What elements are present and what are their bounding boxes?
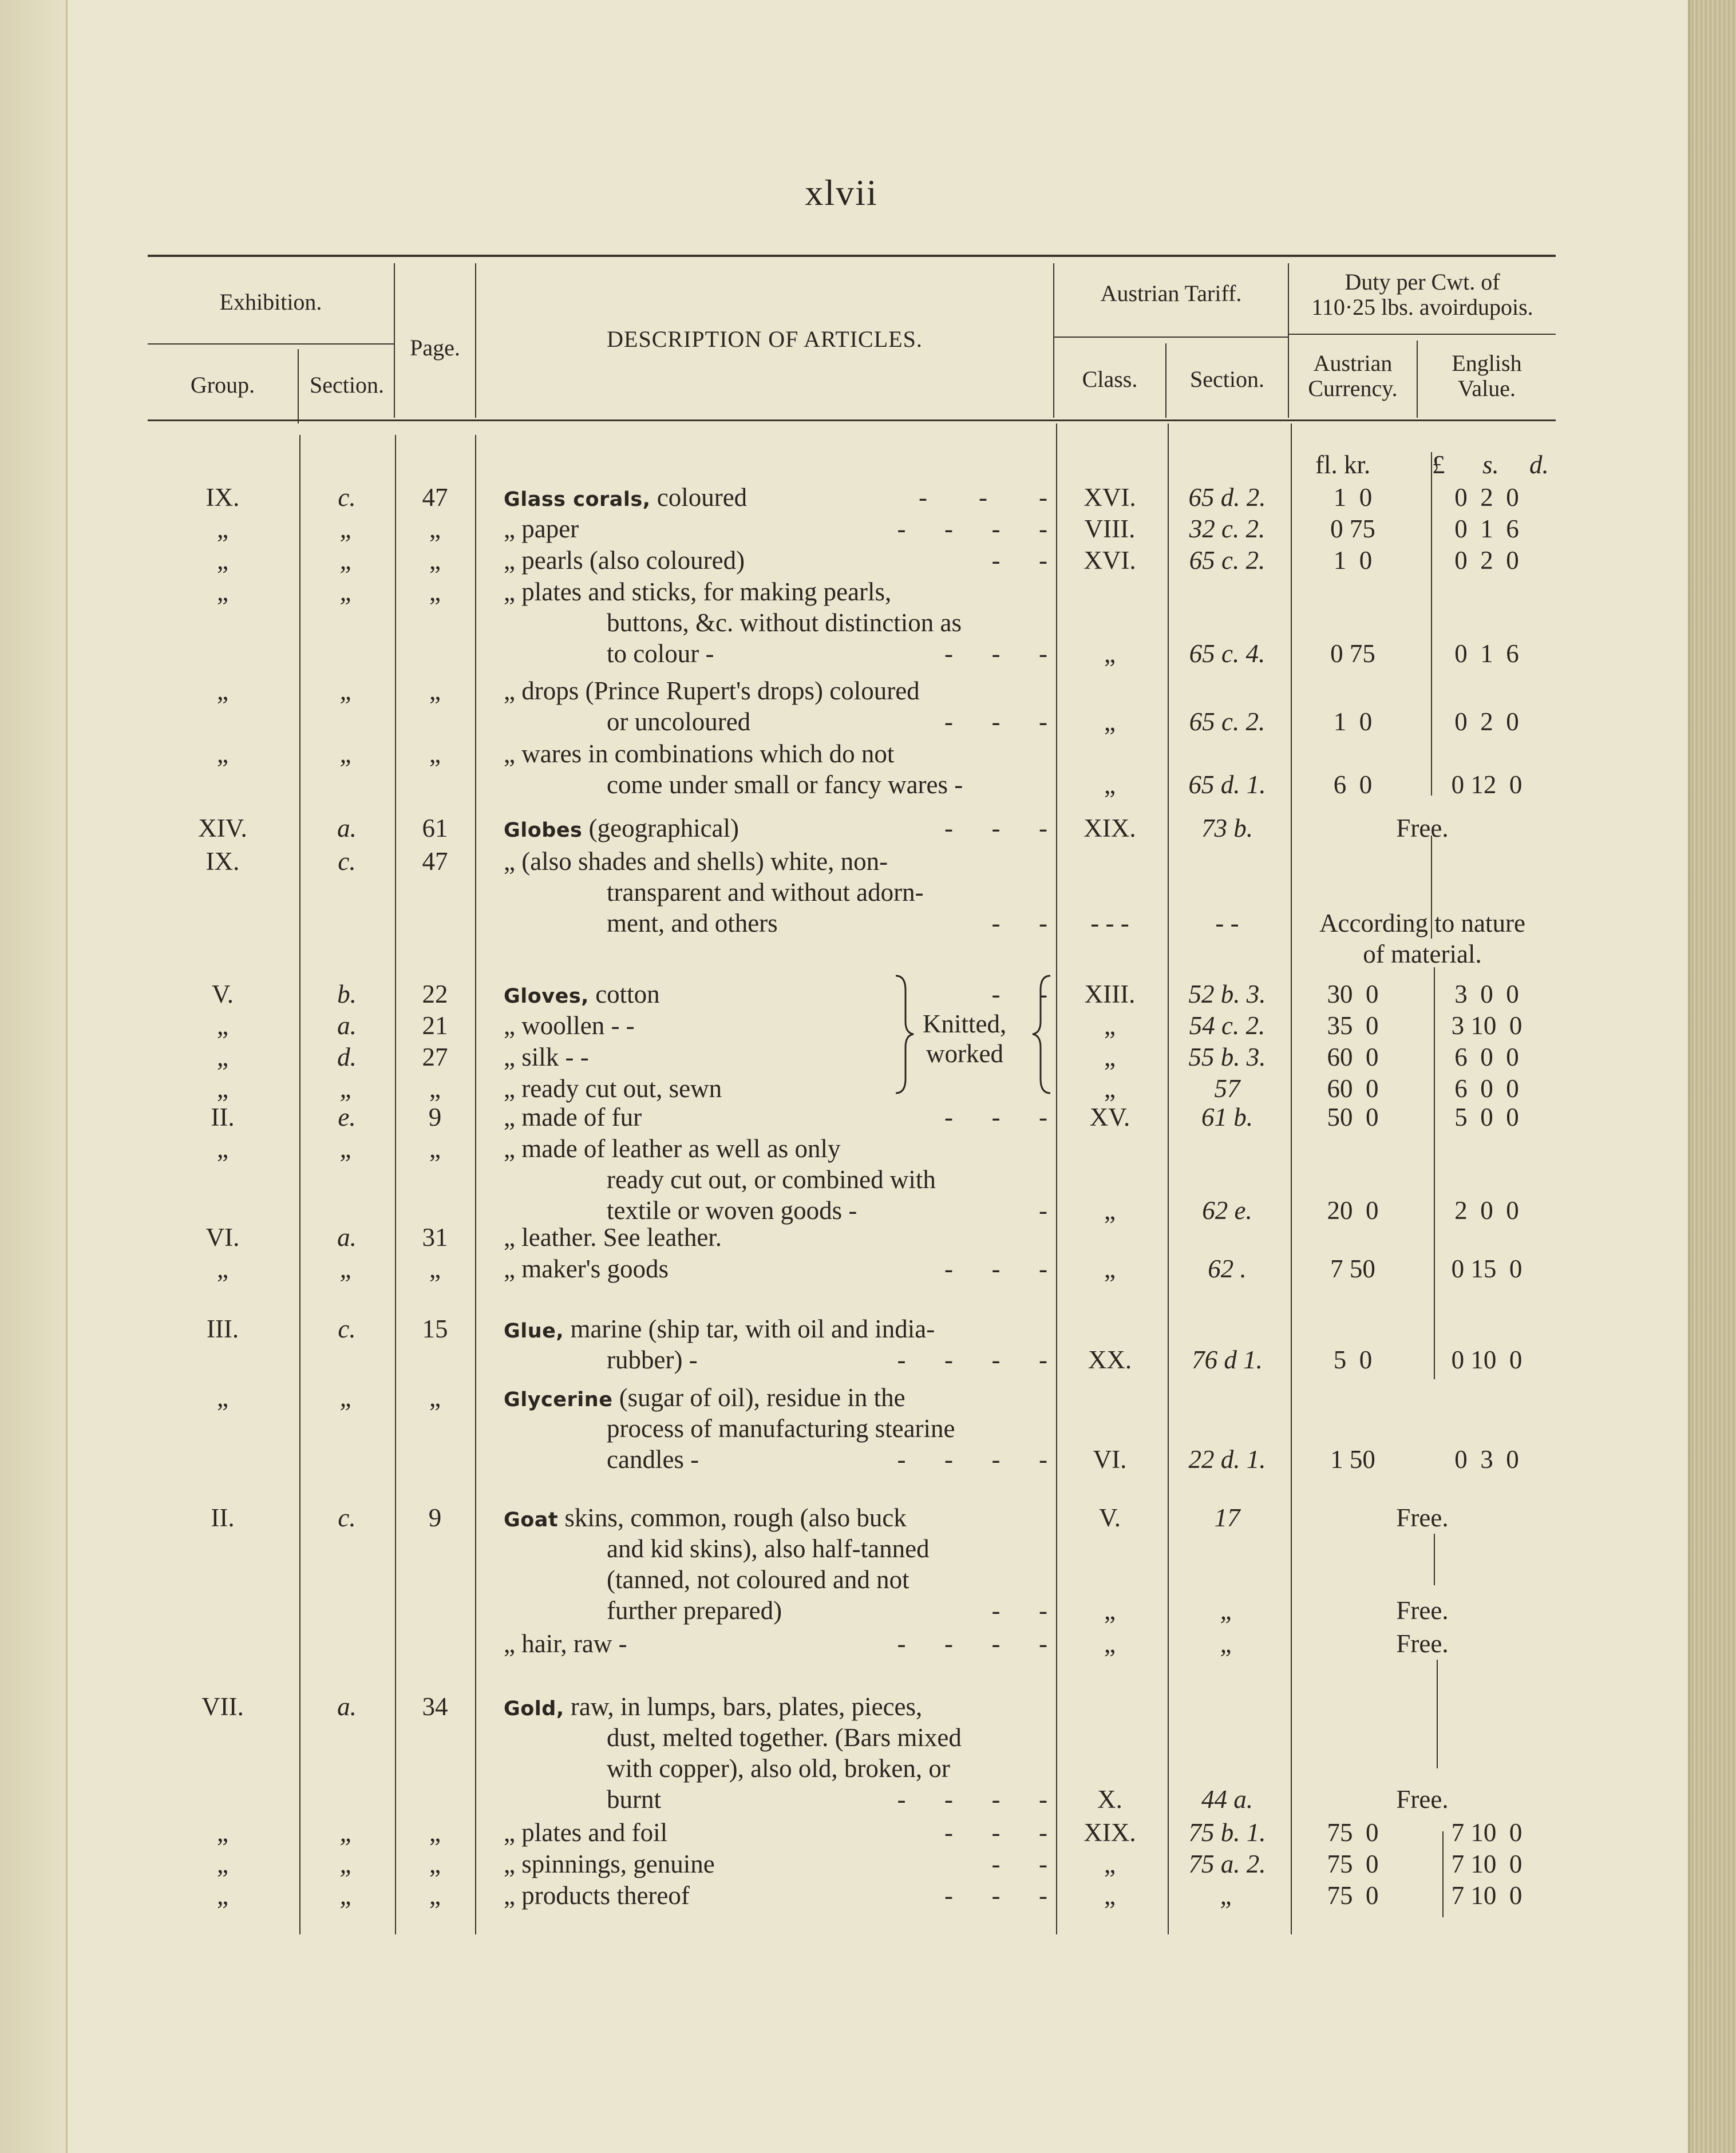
free-cell: Free. [1396,1503,1449,1532]
description-text: and kid skins), also half-tanned [607,1534,930,1563]
austrian-currency-cell: 75 0 [1327,1850,1379,1878]
top-rule [148,255,1556,257]
description-line [607,1195,1047,1226]
section-header: Section. [310,372,384,398]
leader-dashes: - - - [944,1254,1047,1283]
page-cell: 15 [422,1315,448,1343]
page-block-edge [1688,0,1736,2153]
brace-right-icon [1030,973,1053,1096]
austrian-currency-cell: 0 75 [1330,639,1375,668]
description-line [607,1753,1047,1784]
austrian-currency-cell: 1 0 [1333,707,1373,736]
section-cell: „ [339,577,354,606]
description-line [607,1564,1047,1595]
description-text: „ wares in combinations which do not [504,739,895,768]
section-cell: d. [337,1043,357,1071]
class-cell: XIII. [1084,980,1136,1008]
description-line [607,1722,1047,1753]
english-value-cell: 6 0 0 [1454,1043,1519,1071]
section-cell: „ [339,739,354,768]
austrian-currency-cell: 1 50 [1330,1445,1375,1474]
brace-label-worked: worked [926,1039,1003,1068]
description-line [607,769,1047,800]
description-line [504,513,1047,544]
tariff-section-cell: 57 [1214,1074,1240,1103]
class-cell: „ [1104,1629,1116,1658]
tariff-section-cell: 75 a. 2. [1188,1850,1266,1878]
group-cell: „ [217,577,228,606]
class-cell: „ [1104,1850,1116,1878]
description-line [607,1344,1047,1375]
brace-label-knitted: Knitted, [923,1010,1007,1038]
leader-dashes: - - [991,909,1047,937]
description-text: burnt [607,1785,661,1814]
tariff-section-cell: 62 e. [1202,1196,1252,1225]
description-text: (sugar of oil), residue in the [612,1383,905,1412]
english-value-header-1: English [1452,350,1522,376]
description-line [504,1817,1047,1848]
class-cell: „ [1104,1043,1116,1071]
leader-dashes: - - - - [897,1445,1047,1474]
description-text: ready cut out, or combined with [607,1165,936,1194]
tariff-section-cell: 75 b. 1. [1188,1818,1266,1847]
page-cell: „ [429,739,441,768]
description-line [504,545,1047,576]
tariff-section-cell: 32 c. 2. [1189,514,1266,543]
tariff-section-cell: 65 d. 2. [1188,483,1266,512]
english-value-cell: 0 2 0 [1454,707,1519,736]
english-value-cell: 0 2 0 [1454,546,1519,575]
tariff-section-cell: „ [1220,1596,1235,1625]
page-header: Page. [410,335,460,361]
leader-dashes: - [1039,1196,1047,1225]
tariff-section-cell: 65 c. 4. [1189,639,1266,668]
english-value-header-2: Value. [1457,375,1516,401]
austrian-currency-cell: 20 0 [1327,1196,1379,1225]
english-value-cell: 0 1 6 [1454,514,1519,543]
class-cell: „ [1104,1254,1116,1283]
page-cell: 47 [422,483,448,512]
facing-page-edge [0,0,68,2153]
article-heading: Gold, [504,1697,564,1720]
page-cell: 61 [422,814,448,842]
units-fl-kr: fl. kr. [1315,450,1371,479]
description-text: „ plates and sticks, for making pearls, [504,577,892,606]
group-cell: II. [211,1503,235,1532]
description-text: „ paper [504,514,579,543]
section-cell: b. [337,980,357,1008]
austrian-currency-cell: 30 0 [1327,980,1379,1008]
tariff-section-cell: 62 . [1208,1254,1247,1283]
description-line [504,1222,1047,1253]
description-line [504,738,1047,769]
leader-dashes: - - - [919,483,1047,512]
section-cell: „ [339,514,354,543]
austrian-currency-cell: 6 0 [1333,770,1373,799]
free-cell: Free. [1396,1785,1449,1814]
tariff-section-cell: 22 d. 1. [1188,1445,1266,1474]
austrian-currency-cell: 0 75 [1330,514,1375,543]
body-vrule-3 [475,435,476,1934]
austrian-currency-cell: 75 0 [1327,1881,1379,1910]
page-cell: „ [429,1074,441,1103]
description-text: „ products thereof [504,1881,690,1910]
group-cell: „ [217,546,228,575]
article-heading: Globes [504,819,583,842]
description-text: coloured [650,483,748,512]
english-value-cell: 5 0 0 [1454,1103,1519,1131]
group-cell: IX. [205,847,240,876]
tariff-section-cell: „ [1220,1881,1235,1910]
english-value-cell: 0 3 0 [1454,1445,1519,1474]
austrian-currency-cell: 50 0 [1327,1103,1379,1131]
class-cell: „ [1104,707,1116,736]
description-line [504,1073,1047,1104]
description-text: transparent and without adorn- [607,878,924,907]
description-text: „ leather. See leather. [504,1223,722,1252]
page-cell: „ [429,1383,441,1412]
description-line [504,1102,1047,1133]
leader-dashes: - - - - [897,514,1047,543]
body-vrule-7d [1434,1534,1435,1585]
description-line [504,1849,1047,1879]
description-line [504,1691,1047,1724]
english-value-cell: 0 12 0 [1451,770,1523,799]
description-text: marine (ship tar, with oil and india- [564,1315,935,1343]
class-cell: VIII. [1084,514,1136,543]
body-vrule-7e [1437,1660,1438,1768]
section-cell: c. [338,483,356,512]
description-text: skins, common, rough (also buck [558,1503,907,1532]
english-value-cell: 7 10 0 [1451,1818,1523,1847]
english-value-cell: 0 10 0 [1451,1345,1523,1374]
austrian-currency-cell: 1 0 [1333,483,1373,512]
description-line [504,1880,1047,1911]
description-line [504,1313,1047,1347]
article-heading: Glass corals, [504,488,651,511]
austrian-currency-header-1: Austrian [1313,350,1393,376]
english-value-cell: 3 0 0 [1454,980,1519,1008]
description-text: dust, melted together. (Bars mixed [607,1723,962,1752]
austrian-currency-cell: 35 0 [1327,1011,1379,1040]
page-cell: 21 [422,1011,448,1040]
class-cell: XVI. [1083,483,1136,512]
units-pence: d. [1529,450,1549,479]
tariff-section-cell: 65 d. 1. [1188,770,1266,799]
class-cell: „ [1104,770,1116,799]
description-line [504,482,1047,515]
group-header: Group. [190,372,255,398]
description-text: (geographical) [582,814,740,842]
page-cell: 47 [422,847,448,876]
description-line [607,1784,1047,1815]
description-line [504,1133,1047,1164]
english-value-cell: 6 0 0 [1454,1074,1519,1103]
group-cell: „ [217,1134,228,1163]
page-cell: „ [429,1881,441,1910]
units-shilling: s. [1482,450,1499,479]
class-cell: V. [1099,1503,1121,1532]
section-cell: „ [339,1881,354,1910]
leader-dashes: - - - - [897,1345,1047,1374]
group-cell: „ [217,739,228,768]
description-text: buttons, &c. without distinction as [607,608,962,637]
section-cell: „ [339,1134,354,1163]
free-cell: Free. [1396,814,1449,842]
section-cell: c. [338,1503,356,1532]
description-line [504,576,1047,607]
page-cell: „ [429,1818,441,1847]
tariff-section-cell: 52 b. 3. [1188,980,1266,1008]
group-cell: „ [217,1043,228,1071]
description-header: DESCRIPTION OF ARTICLES. [607,326,923,352]
class-cell: XIX. [1083,1818,1136,1847]
description-line [607,607,1047,638]
free-cell: Free. [1396,1596,1449,1625]
section-cell: „ [339,1254,354,1283]
description-text: process of manufacturing stearine [607,1414,955,1443]
section-cell: „ [339,1383,354,1412]
page-number: xlvii [805,172,878,213]
section-cell: c. [338,847,356,876]
austrian-tariff-header: Austrian Tariff. [1100,280,1242,306]
description-text: candles - [607,1445,699,1474]
tariff-section-cell: - - [1215,909,1239,937]
section-cell: a. [337,814,357,842]
class-cell: VI. [1093,1445,1127,1474]
description-text: come under small or fancy wares - [607,770,963,799]
description-text: ment, and others [607,909,778,937]
section-cell: a. [337,1223,357,1252]
class-cell: XV. [1089,1103,1130,1131]
group-cell: „ [217,676,228,705]
article-heading: Gloves, [504,985,589,1008]
section-cell: „ [339,1074,354,1103]
description-line [504,1628,1047,1659]
tariff-section-cell: „ [1220,1629,1235,1658]
article-heading: Glue, [504,1320,564,1343]
section-cell: a. [337,1692,357,1721]
exhibition-header: Exhibition. [219,289,322,315]
leader-dashes: - - - - [897,1785,1047,1814]
section-cell: „ [339,676,354,705]
leader-dashes: - - - [944,1103,1047,1131]
description-line [504,979,1047,1012]
group-cell: IX. [205,483,240,512]
page-cell: „ [429,546,441,575]
page-cell: 34 [422,1692,448,1721]
description-text: with copper), also old, broken, or [607,1754,950,1783]
description-text: „ pearls (also coloured) [504,546,745,575]
section-cell: c. [338,1315,356,1343]
description-line [607,877,1047,908]
austrian-currency-cell: 7 50 [1330,1254,1375,1283]
description-line [607,1444,1047,1475]
description-text: to colour - [607,639,714,668]
group-cell: II. [211,1103,235,1131]
description-line [504,846,1047,877]
austrian-currency-cell: 75 0 [1327,1818,1379,1847]
class-cell: XIX. [1083,814,1136,842]
class-cell: „ [1104,1074,1116,1103]
tariff-section-cell: 44 a. [1201,1785,1253,1814]
article-heading: Goat [504,1509,559,1531]
description-line [504,675,1047,706]
section-cell: „ [339,1818,354,1847]
description-text: or uncoloured [607,707,751,736]
description-text: rubber) - [607,1345,698,1374]
class-cell: „ [1104,1011,1116,1040]
page-cell: „ [429,1254,441,1283]
tariff-section-cell: 65 c. 2. [1189,707,1266,736]
description-line [504,1382,1047,1415]
group-cell: „ [217,1074,228,1103]
austrian-currency-cell: 5 0 [1333,1345,1373,1374]
page-cell: 9 [428,1103,442,1131]
class-cell: XX. [1088,1345,1132,1374]
description-line [504,813,1047,846]
description-line [504,1502,1047,1535]
page-cell: „ [429,514,441,543]
leader-dashes: - - [991,1850,1047,1878]
description-line [504,1253,1047,1284]
austrian-currency-cell: 60 0 [1327,1043,1379,1071]
leader-dashes: - - - [944,639,1047,668]
description-line [607,1413,1047,1444]
description-text: „ (also shades and shells) white, non- [504,847,888,876]
class-cell: „ [1104,1196,1116,1225]
group-cell: VI. [205,1223,240,1252]
page-cell: „ [429,577,441,606]
duty-header-line1: Duty per Cwt. of [1344,269,1500,295]
class-cell: „ [1104,639,1116,668]
free-cell: According to nature [1319,909,1525,937]
english-value-cell: 3 10 0 [1451,1011,1523,1040]
english-value-cell: 0 1 6 [1454,639,1519,668]
page-cell: 31 [422,1223,448,1252]
section-cell: „ [339,1850,354,1878]
tariff-section-cell: 76 d 1. [1192,1345,1263,1374]
tariff-section-cell: 54 c. 2. [1189,1011,1266,1040]
austrian-currency-header-2: Currency. [1308,375,1398,401]
group-cell: V. [212,980,234,1008]
description-text: „ spinnings, genuine [504,1850,715,1878]
english-value-cell: 0 15 0 [1451,1254,1523,1283]
leader-dashes: - - - [944,1818,1047,1847]
description-line [607,638,1047,669]
leader-dashes: - - - [944,1881,1047,1910]
tariff-section-cell: 61 b. [1201,1103,1253,1131]
description-text: raw, in lumps, bars, plates, pieces, [564,1692,923,1721]
page-cell: „ [429,676,441,705]
leader-dashes: - - [991,546,1047,575]
leader-dashes: - - - [944,707,1047,736]
group-cell: „ [217,1254,228,1283]
description-text: „ plates and foil [504,1818,668,1847]
duty-subrule [1288,334,1556,335]
article-heading: Glycerine [504,1388,613,1411]
group-cell: III. [206,1315,239,1343]
tariff-subrule [1053,337,1288,338]
page-cell: 22 [422,980,448,1008]
description-line [607,1533,1047,1564]
leader-dashes: - - - [944,814,1047,842]
english-value-cell: 7 10 0 [1451,1850,1523,1878]
tariff-section-cell: 65 c. 2. [1189,546,1266,575]
free-cell: Free. [1396,1629,1449,1658]
units-pound: £ [1432,450,1445,479]
description-text: „ drops (Prince Rupert's drops) coloured [504,676,920,705]
description-line [607,706,1047,737]
brace-left-icon [893,973,916,1096]
description-line [607,1164,1047,1195]
section-cell: „ [339,546,354,575]
group-cell: „ [217,1850,228,1878]
description-text: „ maker's goods [504,1254,669,1283]
description-text: „ made of leather as well as only [504,1134,841,1163]
description-text: „ made of fur [504,1103,642,1131]
description-line [607,908,1047,939]
header-bottom-rule [148,419,1556,421]
duty-header-line2: 110·25 lbs. avoirdupois. [1311,294,1533,320]
group-cell: „ [217,514,228,543]
page-cell: „ [429,1134,441,1163]
leader-dashes: - - - - [897,1629,1047,1658]
class-cell: „ [1104,1596,1116,1625]
austrian-currency-cell: 60 0 [1327,1074,1379,1103]
leader-dashes: - - [991,980,1047,1008]
description-text: (tanned, not coloured and not [607,1565,909,1594]
description-text: further prepared) [607,1596,782,1625]
free-cell: of material. [1363,940,1482,968]
section-cell: a. [337,1011,357,1040]
group-cell: „ [217,1011,228,1040]
tariff-section-cell: 73 b. [1201,814,1253,842]
english-value-cell: 0 2 0 [1454,483,1519,512]
section-cell: e. [338,1103,356,1131]
class-header: Class. [1082,366,1138,392]
leader-dashes: - - [991,1596,1047,1625]
group-cell: „ [217,1881,228,1910]
page-cell: 27 [422,1043,448,1071]
description-line [607,1595,1047,1626]
description-text: „ woollen - - [504,1011,635,1040]
tariff-section-cell: 17 [1214,1503,1240,1532]
page-cell: 9 [428,1503,442,1532]
tariff-section-cell: 55 b. 3. [1188,1043,1266,1071]
english-value-cell: 2 0 0 [1454,1196,1519,1225]
group-cell: XIV. [198,814,247,842]
description-text: cotton [588,980,660,1008]
class-cell: „ [1104,1881,1116,1910]
page-cell: „ [429,1850,441,1878]
group-cell: VII. [201,1692,244,1721]
exhibition-subrule [148,343,394,345]
tariff-section-header: Section. [1190,366,1264,392]
description-text: „ hair, raw - [504,1629,627,1658]
description-text: „ silk - - [504,1043,589,1071]
description-text: textile or woven goods - [607,1196,857,1225]
class-cell: X. [1097,1785,1122,1814]
group-cell: „ [217,1383,228,1412]
austrian-currency-cell: 1 0 [1333,546,1373,575]
english-value-cell: 7 10 0 [1451,1881,1523,1910]
class-cell: - - - [1090,909,1129,937]
description-text: „ ready cut out, sewn [504,1074,722,1103]
group-cell: „ [217,1818,228,1847]
class-cell: XVI. [1083,546,1136,575]
